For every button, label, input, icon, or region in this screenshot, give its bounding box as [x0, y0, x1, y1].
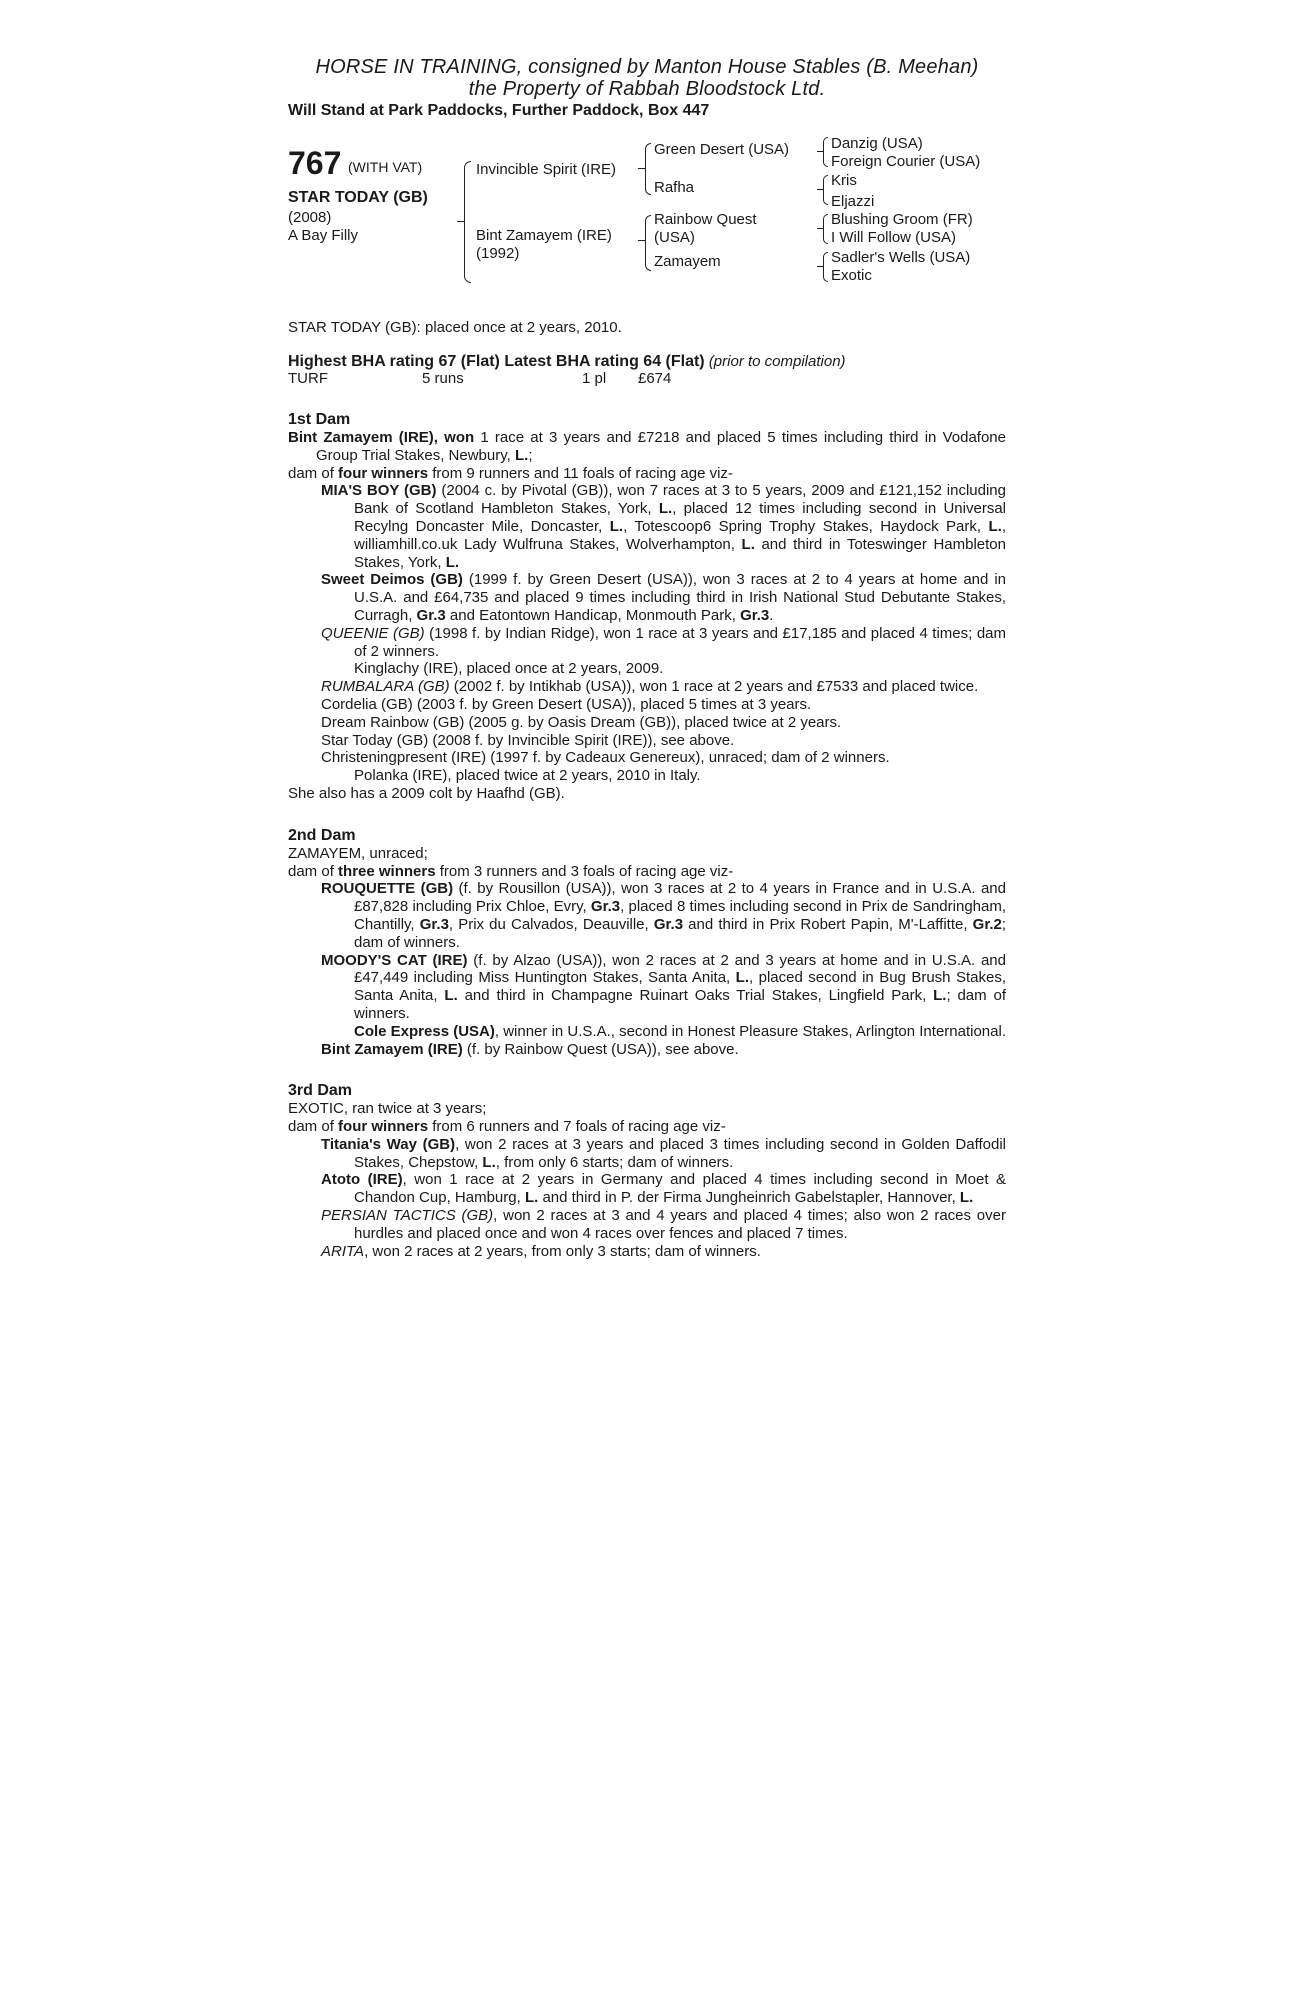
text-run: , placed 12 times including second in Universal Recylng Doncaster Mile, Doncaster,	[354, 500, 1006, 535]
text-run: Gr.3	[590, 898, 621, 916]
dam-sire-2: (USA)	[654, 229, 695, 246]
owner-line: the Property of Rabbah Bloodstock Ltd.	[468, 78, 826, 100]
dam-dam: Zamayem	[654, 253, 721, 270]
first-dam-record	[288, 429, 1006, 465]
text-run: from 9 runners and 11 foals of racing age viz-	[428, 464, 733, 482]
consignor-line: HORSE IN TRAINING, consigned by Manton House Stables (B. Meehan)	[315, 56, 979, 78]
gen3-eljazzi: Eljazzi	[831, 193, 875, 210]
sire-brace-tick	[638, 168, 645, 169]
text-run: , from only 6 starts; dam of winners.	[495, 1153, 734, 1171]
text-run: PERSIAN TACTICS (GB)	[321, 1207, 494, 1225]
produce-rouquette	[288, 880, 1006, 951]
text-run: , placed second in Bug Brush Stakes, Santa Anita,	[354, 969, 1006, 1005]
text-run: MIA'S BOY (GB)	[321, 482, 437, 500]
text-run: and third in P. der Firma Jungheinrich Gabelstapler, Hannover,	[538, 1189, 960, 1207]
dam-brace-tick	[638, 240, 645, 241]
text-run: Gr.3	[416, 606, 446, 624]
produce-rumbalara	[288, 678, 1006, 696]
gen3-danzig: Danzig (USA)	[831, 135, 923, 152]
bha-ratings: Highest BHA rating 67 (Flat) Latest BHA rating 64 (Flat)	[288, 353, 705, 370]
text-run: dam of	[288, 862, 339, 880]
text-run: Cole Express (USA)	[354, 1022, 495, 1040]
text-run: ARITA	[321, 1242, 365, 1260]
text-run: Gr.2	[972, 915, 1002, 933]
turf-earnings: £674	[638, 370, 672, 387]
gen3-brace-3	[823, 214, 828, 244]
first-dam-also: She also has a 2009 colt by Haafhd (GB).	[288, 784, 565, 802]
produce-christeningpresent: Christeningpresent (IRE) (1997 f. by Cadeaux Genereux), unraced; dam of 2 winners.	[321, 749, 890, 767]
text-run: , placed 8 times including second in Prix de Sandringham, Chantilly,	[354, 898, 1007, 933]
text-run: L.	[514, 446, 529, 464]
gen3-sadlers-wells: Sadler's Wells (USA)	[831, 249, 971, 266]
pedigree-brace-tick	[457, 221, 464, 222]
pedigree-block	[288, 135, 1006, 305]
text-run: Titania's Way (GB)	[321, 1135, 456, 1153]
text-run: , won 2 races at 2 years, from only 3 starts; dam of winners.	[364, 1242, 761, 1260]
gen3-tick-1	[817, 151, 823, 152]
text-run: Bint Zamayem (IRE)	[288, 429, 434, 446]
text-run: ; dam of winners.	[354, 915, 1007, 951]
text-run: (2002 f. by Intikhab (USA)), won 1 race at 2 years and £7533 and placed twice.	[449, 678, 979, 696]
second-dam-section	[288, 827, 1006, 1059]
dam: Bint Zamayem (IRE)	[476, 227, 612, 244]
text-run: L.	[933, 987, 947, 1005]
dam-brace	[645, 215, 651, 271]
lot-number: 767	[288, 145, 342, 181]
location-line: Will Stand at Park Paddocks, Further Paddock, Box 447	[288, 102, 710, 119]
horse-year: (2008)	[288, 209, 332, 226]
text-run: L.	[445, 553, 460, 571]
sire: Invincible Spirit (IRE)	[476, 161, 617, 178]
text-run: Sweet Deimos (GB)	[321, 571, 463, 589]
text-run: (2004 c. by Pivotal (GB)), won 7 races at 3 to 5 years, 2009 and £121,152 including Bank of Scotland Hambleton Stakes, York,	[354, 482, 1006, 518]
text-run: L.	[959, 1189, 974, 1207]
text-run: from 3 runners and 3 foals of racing age viz-	[435, 862, 734, 880]
text-run: Atoto (IRE)	[321, 1171, 403, 1189]
text-run: ; dam of winners.	[354, 987, 1006, 1022]
text-run: ROUQUETTE (GB)	[321, 880, 454, 898]
text-run: 1 race at 3 years and £7218 and placed 5 times including third in Vodafone Group Trial Stakes, Newbury,	[316, 429, 1006, 464]
text-run: L.	[741, 535, 755, 553]
text-run: L.	[444, 987, 458, 1005]
text-run: , won 1 race at 2 years in Germany and placed 4 times including second in Moet & Chandon Cup, Hamburg,	[354, 1171, 1006, 1207]
text-run: L.	[658, 500, 673, 518]
text-run: (1999 f. by Green Desert (USA)), won 3 races at 2 to 4 years at home and in U.S.A. and £64,735 and placed 9 times including third in Irish National Stud Debutante Stakes, Curragh,	[354, 571, 1006, 624]
gen3-kris: Kris	[831, 172, 857, 189]
gen3-brace-4	[823, 252, 828, 282]
text-run: four winners	[338, 464, 429, 482]
pedigree-brace	[464, 161, 471, 283]
text-run: and third in Champagne Ruinart Oaks Trial Stakes, Lingfield Park,	[457, 987, 934, 1005]
text-run: ;	[528, 446, 533, 464]
text-run: Bint Zamayem (IRE)	[321, 1040, 463, 1058]
gen3-exotic: Exotic	[831, 267, 872, 284]
text-run: dam of	[288, 464, 339, 482]
produce-moodys-cat	[288, 952, 1006, 1023]
ratings-block	[288, 353, 1006, 387]
first-dam-section	[288, 411, 1006, 803]
produce-cordelia: Cordelia (GB) (2003 f. by Green Desert (USA)), placed 5 times at 3 years.	[321, 695, 812, 713]
text-run: three winners	[338, 862, 436, 880]
text-run: Gr.3	[419, 915, 449, 933]
vat-note: (WITH VAT)	[348, 159, 423, 175]
turf-label: TURF	[288, 370, 328, 387]
second-dam-produce-summary	[288, 863, 1006, 881]
text-run: , won	[433, 429, 475, 446]
gen3-brace-1	[823, 137, 828, 167]
gen3-tick-4	[817, 266, 823, 267]
produce-star-today: Star Today (GB) (2008 f. by Invincible Spirit (IRE)), see above.	[321, 731, 735, 749]
produce-dream-rainbow: Dream Rainbow (GB) (2005 g. by Oasis Dream (GB)), placed twice at 2 years.	[321, 713, 842, 731]
race-summary: STAR TODAY (GB): placed once at 2 years, 2010.	[288, 319, 622, 336]
text-run: and Eatontown Handicap, Monmouth Park,	[445, 606, 741, 624]
third-dam-title: 3rd Dam	[288, 1082, 353, 1100]
ratings-note: (prior to compilation)	[708, 353, 846, 370]
text-run: .	[769, 606, 774, 624]
gen3-brace-2	[823, 175, 828, 205]
horse-name: STAR TODAY (GB)	[288, 189, 428, 206]
text-run: MOODY'S CAT (IRE)	[321, 951, 468, 969]
text-run: L.	[609, 517, 624, 535]
turf-record	[288, 370, 1006, 387]
produce-persian-tactics	[288, 1207, 1006, 1243]
produce-kinglachy: Kinglachy (IRE), placed once at 2 years, 2009.	[354, 660, 664, 678]
produce-polanka: Polanka (IRE), placed twice at 2 years, 2010 in Italy.	[354, 767, 701, 785]
text-run: (f. by Rousillon (USA)), won 3 races at 2 to 4 years in France and in U.S.A. and £87,828 including Prix Chloe, Evry,	[354, 880, 1006, 916]
text-run: (f. by Rainbow Quest (USA)), see above.	[462, 1040, 739, 1058]
produce-atoto	[288, 1171, 1006, 1207]
turf-placings: 1 pl	[582, 370, 607, 387]
text-run: four winners	[338, 1118, 429, 1136]
sire-dam: Rafha	[654, 179, 695, 196]
first-dam-produce-summary	[288, 465, 1006, 483]
sire-sire: Green Desert (USA)	[654, 141, 790, 158]
text-run: , williamhill.co.uk Lady Wulfruna Stakes, Wolverhampton,	[354, 517, 1006, 553]
horse-description: A Bay Filly	[288, 227, 359, 244]
produce-cole-express	[288, 1023, 1006, 1041]
text-run: Gr.3	[740, 606, 770, 624]
gen3-blushing-groom: Blushing Groom (FR)	[831, 211, 973, 228]
produce-titanias-way	[288, 1136, 1006, 1172]
text-run: (f. by Alzao (USA)), won 2 races at 2 and 3 years at home and in U.S.A. and £47,449 including Miss Huntington Stakes, Santa Anita,	[354, 951, 1006, 987]
text-run: , Totescoop6 Spring Trophy Stakes, Haydock Park,	[623, 517, 989, 535]
text-run: QUEENIE (GB)	[321, 624, 425, 642]
gen3-foreign-courier: Foreign Courier (USA)	[831, 153, 981, 170]
gen3-tick-2	[817, 189, 823, 190]
dam-sire-1: Rainbow Quest	[654, 211, 757, 228]
text-run: and third in Toteswinger Hambleton Stakes, York,	[354, 535, 1006, 571]
text-run: Gr.3	[653, 915, 684, 933]
produce-queenie	[288, 625, 1006, 661]
third-dam-section	[288, 1082, 1006, 1260]
third-dam-record: EXOTIC, ran twice at 3 years;	[288, 1100, 487, 1118]
produce-sweet-deimos	[288, 571, 1006, 624]
text-run: dam of	[288, 1118, 339, 1136]
produce-mias-boy	[288, 482, 1006, 571]
text-run: RUMBALARA (GB)	[321, 678, 450, 696]
gen3-tick-3	[817, 228, 823, 229]
text-run: and third in Prix Robert Papin, M'-Laffitte,	[683, 915, 973, 933]
third-dam-produce-summary	[288, 1118, 1006, 1136]
text-run: , winner in U.S.A., second in Honest Pleasure Stakes, Arlington International.	[494, 1022, 1006, 1040]
second-dam-record: ZAMAYEM, unraced;	[288, 844, 428, 862]
sire-brace	[645, 143, 651, 195]
gen3-i-will-follow: I Will Follow (USA)	[831, 229, 957, 246]
text-run: , won 2 races at 3 years and placed 3 times including second in Golden Daffodil Stakes, Chepstow,	[354, 1135, 1006, 1171]
turf-runs: 5 runs	[422, 370, 464, 387]
produce-arita	[288, 1243, 1006, 1261]
dam-year: (1992)	[476, 245, 520, 262]
second-dam-title: 2nd Dam	[288, 826, 356, 844]
text-run: (1998 f. by Indian Ridge), won 1 race at 3 years and £17,185 and placed 4 times; dam of 2 winners.	[354, 624, 1006, 660]
text-run: from 6 runners and 7 foals of racing age viz-	[428, 1118, 726, 1136]
text-run: , won 2 races at 3 and 4 years and placed 4 times; also won 2 races over hurdles and placed once and won 4 races over fences and placed 7 times.	[354, 1207, 1006, 1242]
text-run: , Prix du Calvados, Deauville,	[448, 915, 654, 933]
produce-bint-zamayem	[288, 1041, 1006, 1059]
text-run: L.	[988, 517, 1002, 535]
text-run: L.	[735, 969, 750, 987]
text-run: L.	[482, 1153, 496, 1171]
first-dam-title: 1st Dam	[288, 411, 351, 428]
lot-header	[288, 56, 1006, 121]
catalogue-page	[288, 56, 1006, 1260]
text-run: L.	[524, 1189, 539, 1207]
